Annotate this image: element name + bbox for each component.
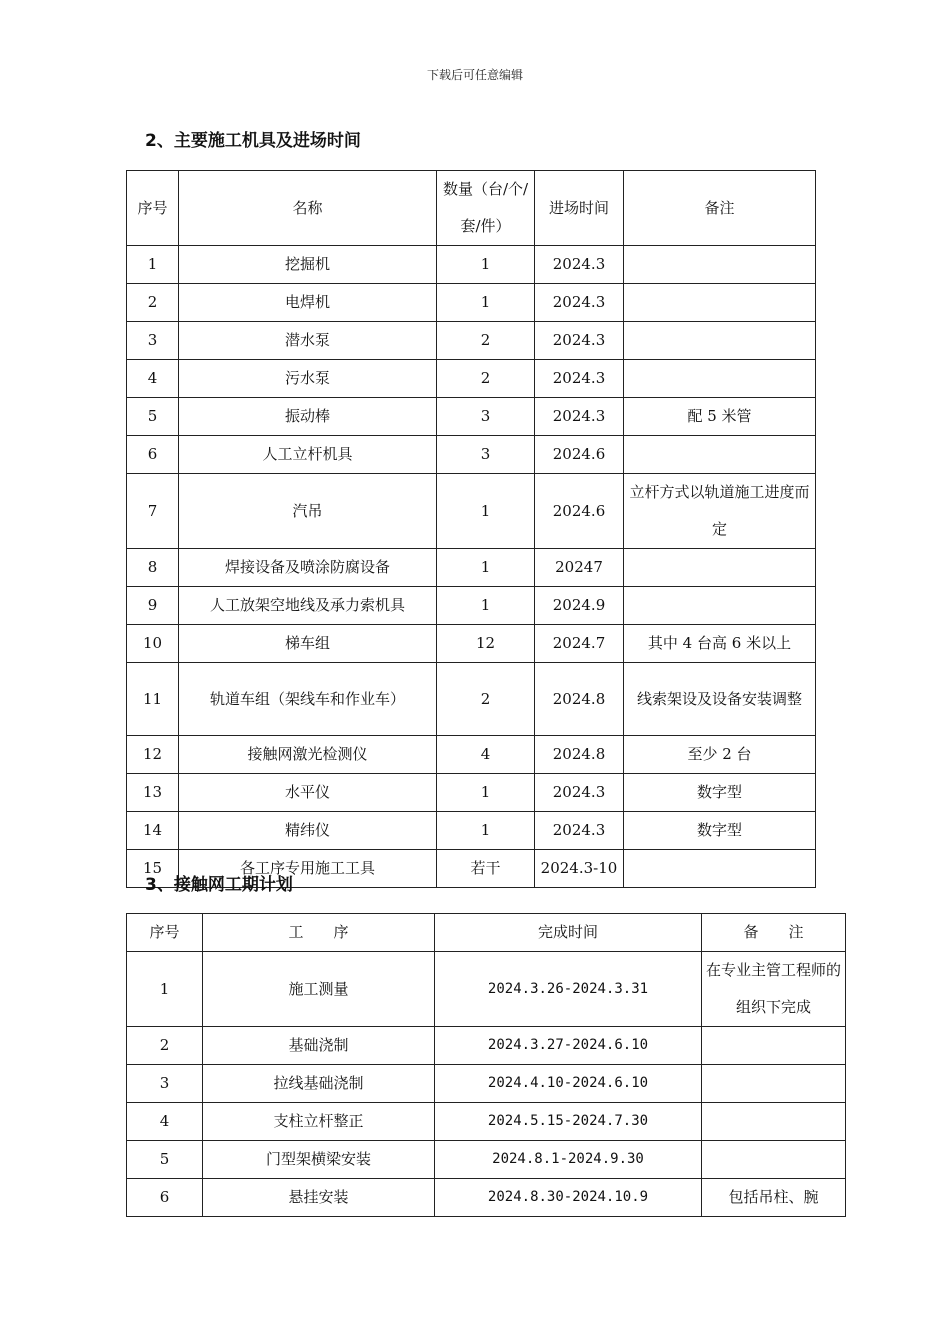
table-row: [127, 322, 816, 360]
cell-remarks: [702, 1141, 846, 1179]
cell-index: 9: [127, 587, 179, 625]
cell-entry-time: 2024.3-10: [535, 850, 624, 888]
col-header-completion-time: 完成时间: [435, 914, 702, 952]
cell-entry-time: 2024.3: [535, 322, 624, 360]
section2-title: 2、主要施工机具及进场时间: [145, 131, 361, 151]
cell-name: 人工放架空地线及承力索机具: [179, 587, 437, 625]
cell-entry-time: 2024.3: [535, 360, 624, 398]
cell-entry-time: 2024.8: [535, 663, 624, 736]
col-header-quantity: 数量（台/个/套/件）: [437, 171, 535, 246]
cell-name: 精纬仪: [179, 812, 437, 850]
cell-name: 电焊机: [179, 284, 437, 322]
table-row: [127, 1103, 846, 1141]
cell-index: 5: [127, 398, 179, 436]
cell-remarks: [624, 549, 816, 587]
cell-process: 基础浇制: [203, 1027, 435, 1065]
cell-remarks: 至少 2 台: [624, 736, 816, 774]
cell-quantity: 2: [437, 663, 535, 736]
cell-name: 人工立杆机具: [179, 436, 437, 474]
cell-process: 门型架横梁安装: [203, 1141, 435, 1179]
cell-name: 各工序专用施工工具: [179, 850, 437, 888]
cell-quantity: 3: [437, 436, 535, 474]
cell-index: 6: [127, 1179, 203, 1217]
cell-entry-time: 2024.7: [535, 625, 624, 663]
cell-name: 污水泵: [179, 360, 437, 398]
cell-name: 焊接设备及喷涂防腐设备: [179, 549, 437, 587]
cell-index: 1: [127, 952, 203, 1027]
cell-entry-time: 2024.6: [535, 474, 624, 549]
cell-remarks: [702, 1065, 846, 1103]
cell-completion-time: 2024.8.30-2024.10.9: [435, 1179, 702, 1217]
cell-remarks: [702, 1103, 846, 1141]
cell-process: 支柱立杆整正: [203, 1103, 435, 1141]
col-header-remarks: 备注: [624, 171, 816, 246]
cell-process: 拉线基础浇制: [203, 1065, 435, 1103]
cell-quantity: 1: [437, 284, 535, 322]
cell-quantity: 2: [437, 360, 535, 398]
cell-remarks: [624, 587, 816, 625]
cell-quantity: 1: [437, 774, 535, 812]
col-header-entry-time: 进场时间: [535, 171, 624, 246]
table-row: [127, 587, 816, 625]
cell-entry-time: 20247: [535, 549, 624, 587]
cell-quantity: 2: [437, 322, 535, 360]
cell-name: 梯车组: [179, 625, 437, 663]
col-header-process: 工 序: [203, 914, 435, 952]
table-row: [127, 625, 816, 663]
cell-quantity: 1: [437, 549, 535, 587]
cell-index: 3: [127, 322, 179, 360]
cell-entry-time: 2024.3: [535, 246, 624, 284]
table-row: [127, 1065, 846, 1103]
cell-index: 1: [127, 246, 179, 284]
cell-index: 2: [127, 284, 179, 322]
cell-quantity: 1: [437, 587, 535, 625]
cell-index: 13: [127, 774, 179, 812]
cell-remarks: 其中 4 台高 6 米以上: [624, 625, 816, 663]
cell-remarks: [624, 850, 816, 888]
cell-index: 14: [127, 812, 179, 850]
cell-quantity: 3: [437, 398, 535, 436]
table-row: [127, 1141, 846, 1179]
cell-name: 轨道车组（架线车和作业车）: [179, 663, 437, 736]
cell-index: 3: [127, 1065, 203, 1103]
cell-name: 水平仪: [179, 774, 437, 812]
cell-entry-time: 2024.3: [535, 284, 624, 322]
cell-index: 10: [127, 625, 179, 663]
cell-name: 接触网激光检测仪: [179, 736, 437, 774]
equipment-table-header: [127, 171, 816, 246]
cell-quantity: 1: [437, 474, 535, 549]
table-row: [127, 360, 816, 398]
table-row: [127, 736, 816, 774]
cell-remarks: [624, 436, 816, 474]
cell-index: 6: [127, 436, 179, 474]
cell-name: 振动棒: [179, 398, 437, 436]
table-row: [127, 474, 816, 549]
cell-remarks: [624, 284, 816, 322]
table-row: [127, 284, 816, 322]
cell-process: 施工测量: [203, 952, 435, 1027]
cell-remarks: [624, 360, 816, 398]
cell-remarks: 线索架设及设备安装调整: [624, 663, 816, 736]
cell-quantity: 4: [437, 736, 535, 774]
cell-entry-time: 2024.6: [535, 436, 624, 474]
table-row: [127, 246, 816, 284]
table-row: [127, 812, 816, 850]
cell-remarks: 立杆方式以轨道施工进度而定: [624, 474, 816, 549]
cell-name: 潜水泵: [179, 322, 437, 360]
cell-index: 12: [127, 736, 179, 774]
cell-remarks: 配 5 米管: [624, 398, 816, 436]
table-row: [127, 774, 816, 812]
table-row: [127, 398, 816, 436]
table-row: [127, 663, 816, 736]
cell-completion-time: 2024.3.26-2024.3.31: [435, 952, 702, 1027]
col-header-name: 名称: [179, 171, 437, 246]
schedule-table-header: [127, 914, 846, 952]
cell-entry-time: 2024.3: [535, 774, 624, 812]
cell-quantity: 1: [437, 246, 535, 284]
cell-remarks: [702, 1027, 846, 1065]
cell-index: 5: [127, 1141, 203, 1179]
table-row: [127, 549, 816, 587]
col-header-index: 序号: [127, 914, 203, 952]
col-header-remarks: 备 注: [702, 914, 846, 952]
section3-title: 3、接触网工期计划: [145, 875, 293, 895]
cell-name: 挖掘机: [179, 246, 437, 284]
cell-index: 2: [127, 1027, 203, 1065]
cell-remarks: 数字型: [624, 774, 816, 812]
cell-index: 8: [127, 549, 179, 587]
cell-completion-time: 2024.3.27-2024.6.10: [435, 1027, 702, 1065]
cell-completion-time: 2024.4.10-2024.6.10: [435, 1065, 702, 1103]
equipment-table: [126, 170, 816, 888]
header-note: 下载后可任意编辑: [426, 68, 523, 82]
cell-completion-time: 2024.5.15-2024.7.30: [435, 1103, 702, 1141]
cell-completion-time: 2024.8.1-2024.9.30: [435, 1141, 702, 1179]
cell-remarks: 数字型: [624, 812, 816, 850]
cell-quantity: 若干: [437, 850, 535, 888]
cell-remarks: [624, 322, 816, 360]
cell-index: 7: [127, 474, 179, 549]
table-row: [127, 1179, 846, 1217]
cell-remarks: [624, 246, 816, 284]
cell-entry-time: 2024.9: [535, 587, 624, 625]
table-row: [127, 436, 816, 474]
cell-index: 11: [127, 663, 179, 736]
cell-process: 悬挂安装: [203, 1179, 435, 1217]
table-row: [127, 952, 846, 1027]
cell-entry-time: 2024.3: [535, 398, 624, 436]
cell-index: 4: [127, 360, 179, 398]
schedule-table: [126, 913, 846, 1217]
cell-index: 4: [127, 1103, 203, 1141]
cell-index: 15: [127, 850, 179, 888]
cell-quantity: 1: [437, 812, 535, 850]
cell-name: 汽吊: [179, 474, 437, 549]
cell-remarks: 包括吊柱、腕: [702, 1179, 846, 1217]
table-row: [127, 1027, 846, 1065]
cell-entry-time: 2024.3: [535, 812, 624, 850]
cell-remarks: 在专业主管工程师的组织下完成: [702, 952, 846, 1027]
cell-entry-time: 2024.8: [535, 736, 624, 774]
col-header-index: 序号: [127, 171, 179, 246]
cell-quantity: 12: [437, 625, 535, 663]
